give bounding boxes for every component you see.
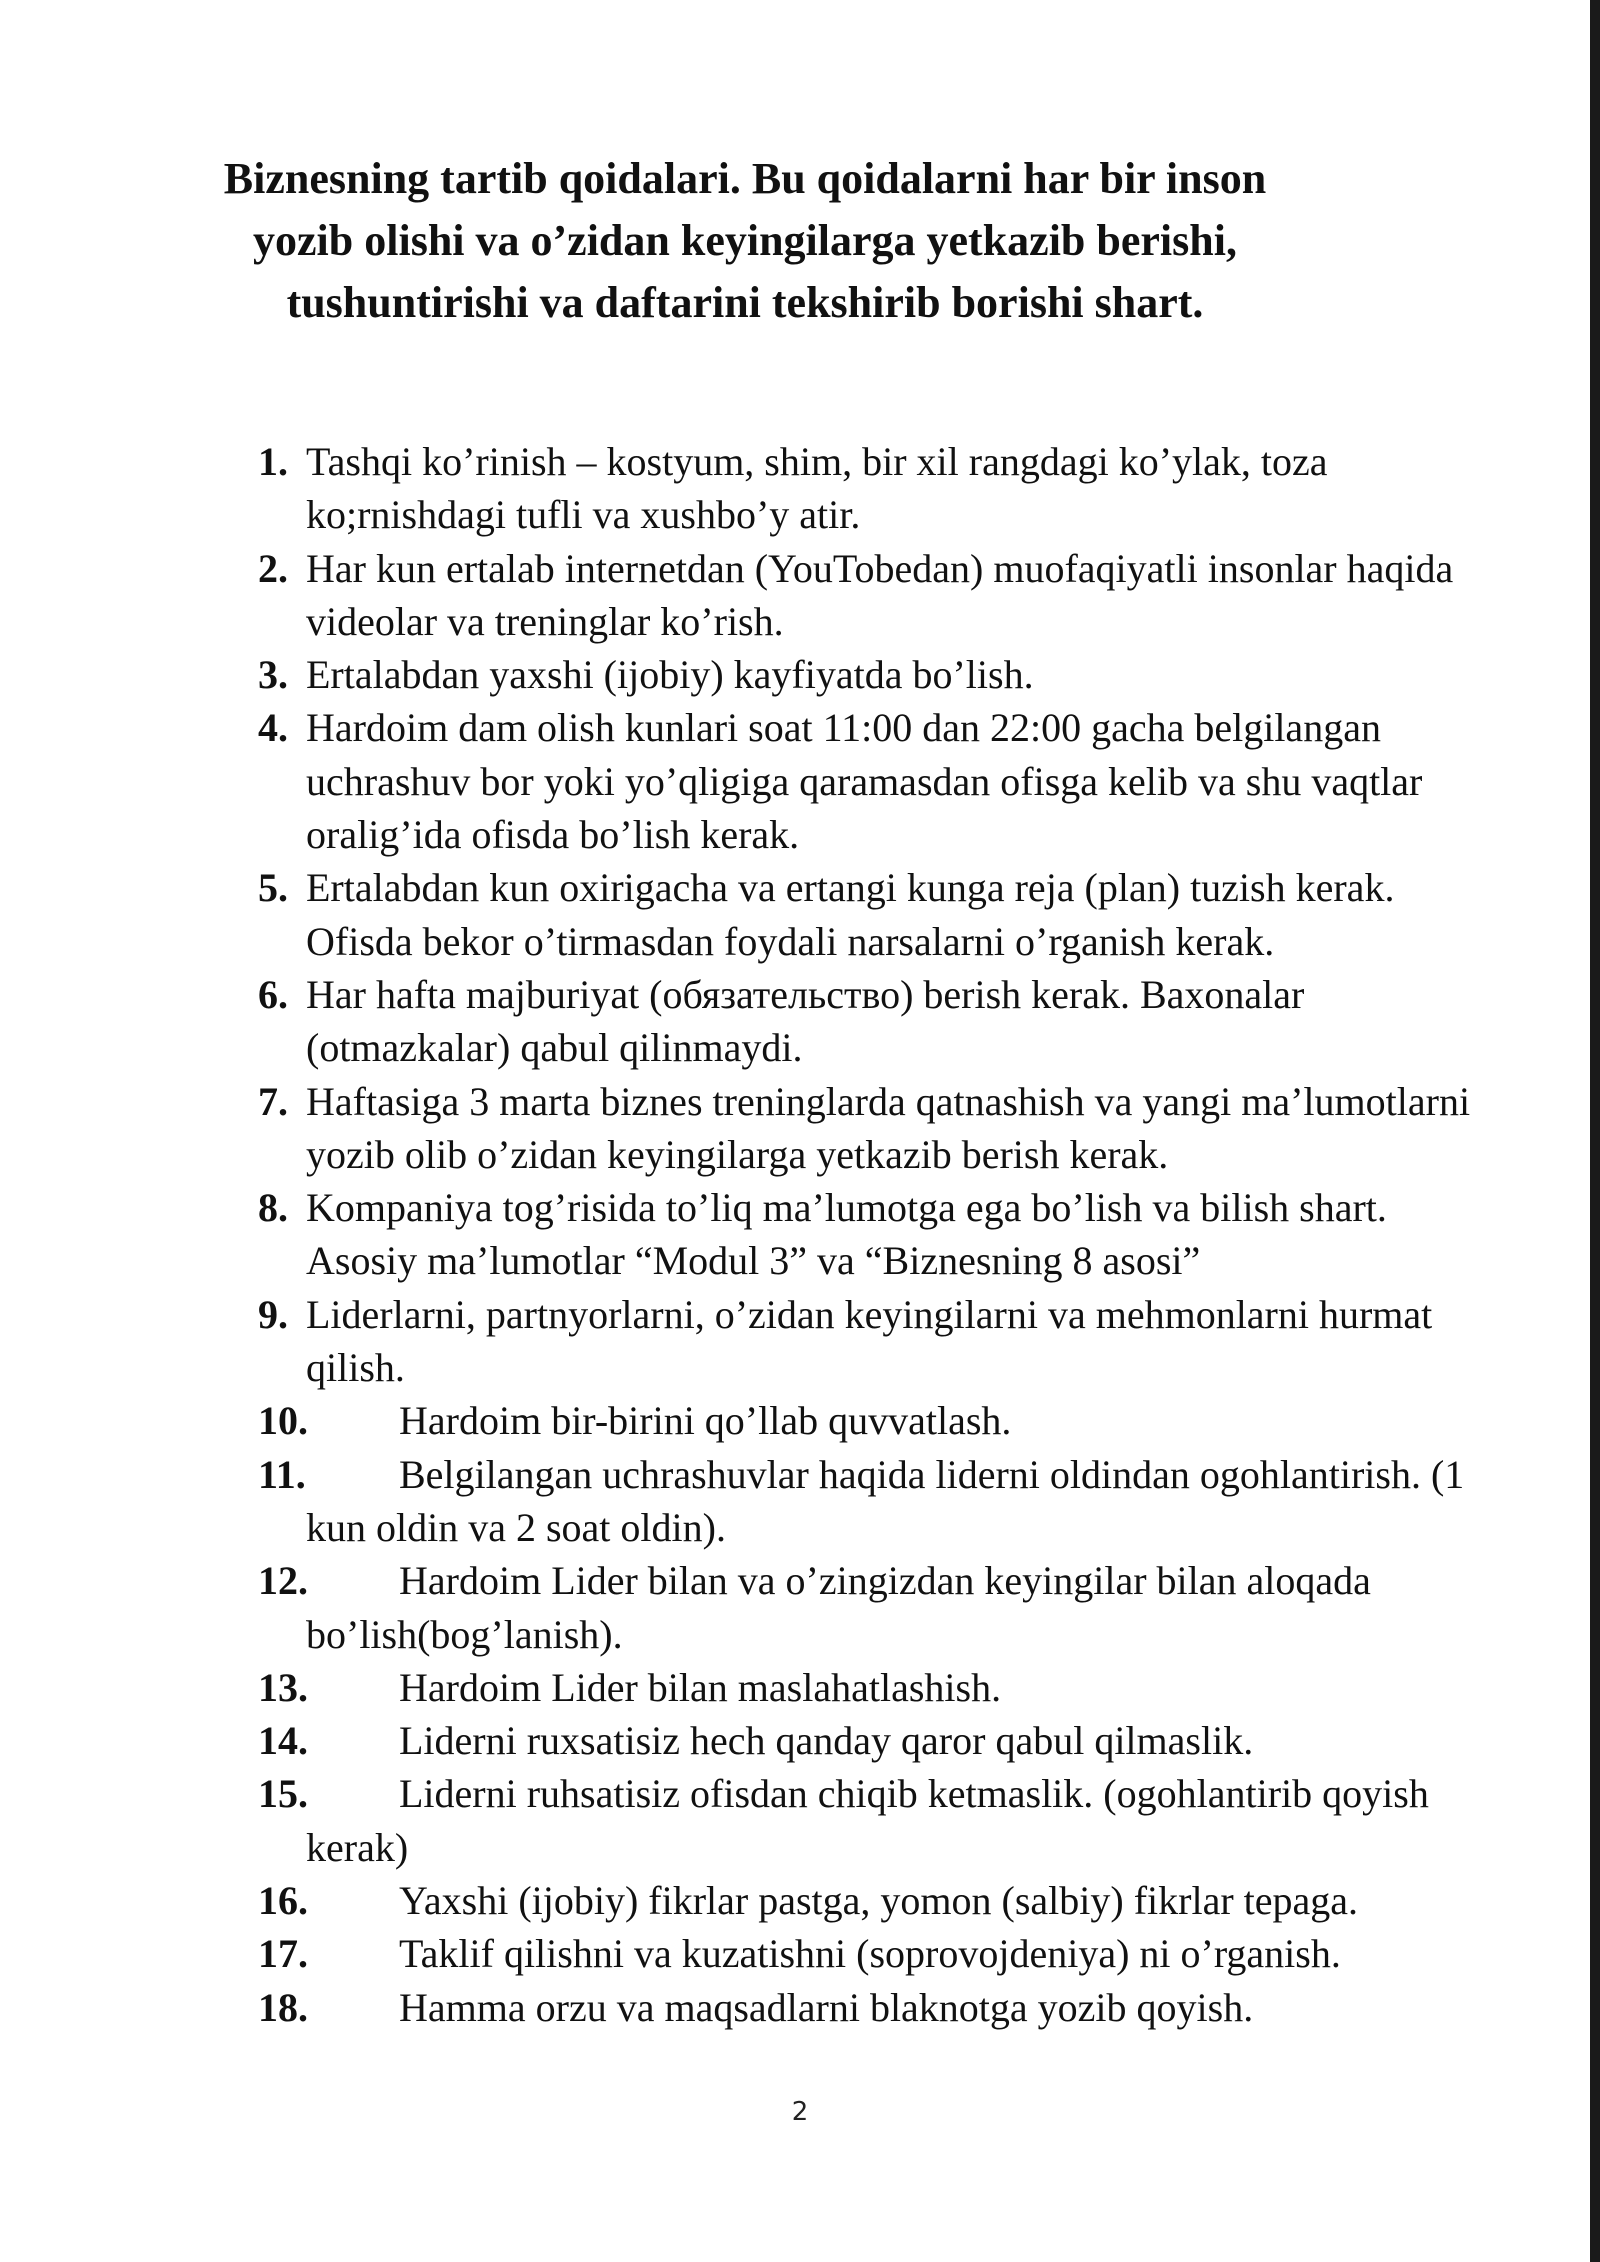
rule-item	[258, 1767, 1488, 1874]
rule-number: 1.	[258, 439, 288, 484]
rule-number: 14.	[258, 1718, 308, 1764]
rule-number: 9.	[258, 1291, 288, 1337]
rule-number: 5.	[258, 865, 288, 911]
rule-item	[258, 1927, 1488, 1980]
rule-item	[258, 1075, 1488, 1182]
rule-text: Kompaniya tog’risida to’liq ma’lumotga ega bo’lish va bilish shart. Asosiy ma’lumotlar “Modul 3” va “Biznesning 8 asosi”	[306, 1185, 1387, 1284]
rule-text: Ertalabdan kun oxirigacha va ertangi kunga reja (plan) tuzish kerak. Ofisda bekor o’tirmasdan foydali narsalarni o’rganish kerak.	[306, 865, 1395, 964]
rule-number: 7.	[258, 1078, 288, 1124]
rule-text: Liderlarni, partnyorlarni, o’zidan keyingilarni va mehmonlarni hurmat qilish.	[306, 1291, 1433, 1391]
rule-text: Yaxshi (ijobiy) fikrlar pastga, yomon (salbiy) fikrlar tepaga.	[399, 1878, 1359, 1924]
rule-number: 12.	[258, 1558, 308, 1604]
rules-list	[258, 435, 1488, 2034]
rule-text: Belgilangan uchrashuvlar haqida liderni oldindan ogohlantirish. (1 kun oldin va 2 soat oldin).	[306, 1451, 1465, 1550]
rule-number: 13.	[258, 1664, 308, 1710]
rule-item	[258, 542, 1488, 649]
document-title: Biznesning tartib qoidalari. Bu qoidalarni har bir inson yozib olishi va o’zidan keyingilarga yetkazib berishi, tushuntirishi va daftarini tekshirib borishi shart.	[223, 154, 1267, 327]
rule-item	[258, 1394, 1488, 1447]
rule-number: 4.	[258, 705, 288, 751]
rule-text: Haftasiga 3 marta biznes treninglarda qatnashish va yangi ma’lumotlarni yozib olib o’zidan keyingilarga yetkazib berish kerak.	[306, 1078, 1471, 1177]
rule-item	[258, 435, 1488, 542]
rule-item	[258, 1448, 1488, 1555]
rule-number: 11.	[258, 1451, 306, 1497]
rule-item	[258, 861, 1488, 968]
rule-item	[258, 701, 1488, 861]
rule-text: Hardoim dam olish kunlari soat 11:00 dan 22:00 gacha belgilangan uchrashuv bor yoki yo’qligiga qaramasdan ofisga kelib va shu vaqtlar oralig’ida ofisda bo’lish kerak.	[306, 705, 1423, 858]
rule-number: 6.	[258, 971, 288, 1017]
rule-number: 3.	[258, 652, 288, 698]
rule-item	[258, 1874, 1488, 1927]
rule-number: 15.	[258, 1771, 308, 1817]
rule-text: Hardoim bir-birini qo’llab quvvatlash.	[399, 1398, 1012, 1444]
rule-item	[258, 1181, 1488, 1288]
rule-text: Hamma orzu va maqsadlarni blaknotga yozib qoyish.	[399, 1984, 1254, 2030]
page-number: 2	[791, 2097, 809, 2127]
rule-item	[258, 968, 1488, 1075]
rule-item	[258, 1714, 1488, 1767]
rule-text: Har kun ertalab internetdan (YouTobedan) muofaqiyatli insonlar haqida videolar va treninglar ko’rish.	[306, 545, 1454, 644]
rule-number: 17.	[258, 1931, 308, 1977]
rule-item	[258, 1661, 1488, 1714]
rule-text: Taklif qilishni va kuzatishni (soprovojdeniya) ni o’rganish.	[399, 1931, 1341, 1977]
rule-text: Hardoim Lider bilan maslahatlashish.	[399, 1664, 1002, 1710]
rule-number: 10.	[258, 1398, 308, 1444]
rule-number: 8.	[258, 1185, 288, 1231]
rule-text: Har hafta majburiyat (обязательство) berish kerak. Baxonalar (otmazkalar) qabul qilinmaydi.	[306, 971, 1305, 1071]
rule-number: 16.	[258, 1878, 308, 1924]
rule-number: 18.	[258, 1984, 308, 2030]
rule-text: Liderni ruxsatisiz hech qanday qaror qabul qilmaslik.	[399, 1718, 1254, 1764]
rule-text: Ertalabdan yaxshi (ijobiy) kayfiyatda bo’lish.	[306, 652, 1034, 698]
page-edge-shadow	[1590, 0, 1600, 2262]
rule-text: Tashqi ko’rinish – kostyum, shim, bir xil rangdagi ko’ylak, toza ko;rnishdagi tufli va xushbo’y atir.	[306, 439, 1328, 538]
rule-item	[258, 1554, 1488, 1661]
rule-item	[258, 1981, 1488, 2034]
rule-item	[258, 648, 1488, 701]
rule-item	[258, 1288, 1488, 1395]
rule-text: Liderni ruhsatisiz ofisdan chiqib ketmaslik. (ogohlantirib qoyish kerak)	[306, 1771, 1429, 1870]
rule-text: Hardoim Lider bilan va o’zingizdan keyingilar bilan aloqada bo’lish(bog’lanish).	[306, 1558, 1371, 1657]
rule-number: 2.	[258, 545, 288, 591]
